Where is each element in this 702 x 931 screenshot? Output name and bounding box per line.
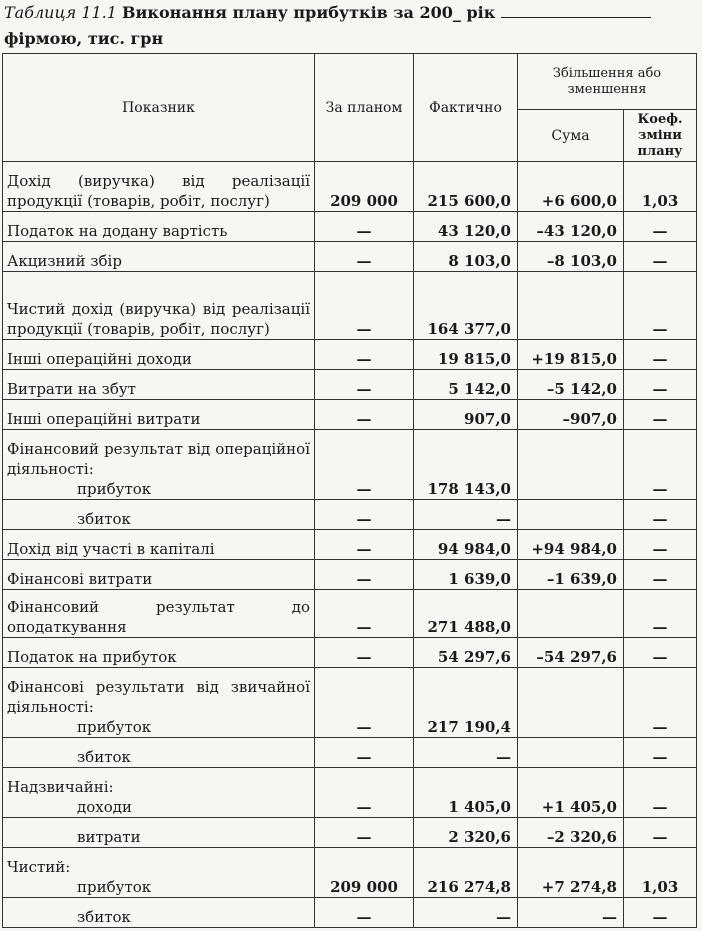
actual-cell: 5 142,0 [414, 370, 518, 400]
actual-cell: 1 639,0 [414, 560, 518, 590]
table-row [3, 530, 697, 560]
actual-cell: 178 143,0 [414, 430, 518, 500]
header-plan: За планом [315, 54, 414, 162]
sum-cell: +7 274,8 [518, 848, 624, 898]
indicator-name: Акцизний збір [7, 252, 122, 270]
indicator-name: Інші операційні витрати [7, 410, 201, 428]
sum-cell: +94 984,0 [518, 530, 624, 560]
caption-label: Таблиця 11.1 [4, 3, 117, 22]
indicator-name: Чистий: [7, 858, 71, 876]
indicator-sub: прибуток [77, 718, 152, 736]
sum-cell: –907,0 [518, 400, 624, 430]
indicator-cell [3, 400, 315, 430]
indicator-name: Чистий дохід (виручка) від реалізації продукції (товарів, робіт, послуг) [7, 300, 310, 338]
table-caption [4, 0, 698, 52]
actual-cell: 43 120,0 [414, 212, 518, 242]
indicator-cell [3, 212, 315, 242]
actual-cell: 907,0 [414, 400, 518, 430]
indicator-cell [3, 768, 315, 818]
plan-cell: 209 000 [315, 162, 414, 212]
caption-blank-line [501, 3, 651, 18]
sum-cell [518, 738, 624, 768]
header-indicator: Показник [3, 54, 315, 162]
indicator-cell [3, 430, 315, 500]
actual-cell: 216 274,8 [414, 848, 518, 898]
table-row [3, 818, 697, 848]
table-row [3, 590, 697, 638]
actual-cell: 8 103,0 [414, 242, 518, 272]
plan-cell: — [315, 898, 414, 928]
plan-cell: — [315, 500, 414, 530]
coef-cell: — [624, 272, 697, 340]
indicator-name: збиток [77, 908, 131, 926]
table-row [3, 162, 697, 212]
indicator-cell [3, 530, 315, 560]
indicator-name: Фінансові витрати [7, 570, 153, 588]
sum-cell: +1 405,0 [518, 768, 624, 818]
actual-cell: 1 405,0 [414, 768, 518, 818]
plan-cell: — [315, 668, 414, 738]
table-row [3, 848, 697, 898]
table-row [3, 668, 697, 738]
caption-title: Виконання плану прибутків за 200_ рік [122, 3, 496, 22]
table-row [3, 272, 697, 340]
indicator-name: витрати [77, 828, 141, 846]
indicator-name: Фінансовий результат до оподаткування [7, 598, 310, 636]
plan-cell: — [315, 242, 414, 272]
coef-cell: — [624, 430, 697, 500]
coef-cell: — [624, 768, 697, 818]
actual-cell: 54 297,6 [414, 638, 518, 668]
coef-cell: — [624, 212, 697, 242]
plan-cell: — [315, 212, 414, 242]
coef-cell: — [624, 370, 697, 400]
caption-line2: фірмою, тис. грн [4, 29, 164, 48]
sum-cell [518, 590, 624, 638]
table-row [3, 370, 697, 400]
indicator-cell [3, 668, 315, 738]
table-row [3, 400, 697, 430]
sum-cell: –1 639,0 [518, 560, 624, 590]
actual-cell: 94 984,0 [414, 530, 518, 560]
sum-cell [518, 430, 624, 500]
sum-cell: –2 320,6 [518, 818, 624, 848]
plan-cell: — [315, 370, 414, 400]
plan-cell: — [315, 340, 414, 370]
indicator-name: збиток [77, 510, 131, 528]
table-row [3, 500, 697, 530]
sum-cell [518, 668, 624, 738]
indicator-cell [3, 560, 315, 590]
plan-cell: 209 000 [315, 848, 414, 898]
indicator-cell [3, 272, 315, 340]
indicator-cell [3, 162, 315, 212]
indicator-sub: прибуток [77, 878, 152, 896]
indicator-cell [3, 500, 315, 530]
coef-cell: — [624, 500, 697, 530]
sum-cell: –5 142,0 [518, 370, 624, 400]
coef-cell: — [624, 340, 697, 370]
plan-cell: — [315, 738, 414, 768]
header-coef: Коеф. зміни плану [624, 110, 697, 162]
sum-cell [518, 500, 624, 530]
coef-cell: — [624, 898, 697, 928]
actual-cell: 164 377,0 [414, 272, 518, 340]
table-row [3, 768, 697, 818]
plan-cell: — [315, 590, 414, 638]
plan-cell: — [315, 400, 414, 430]
sum-cell: –43 120,0 [518, 212, 624, 242]
plan-cell: — [315, 560, 414, 590]
indicator-sub: доходи [77, 798, 132, 816]
coef-cell: — [624, 530, 697, 560]
indicator-name: Податок на прибуток [7, 648, 177, 666]
indicator-cell [3, 738, 315, 768]
indicator-cell [3, 898, 315, 928]
table-row [3, 560, 697, 590]
coef-cell: — [624, 738, 697, 768]
coef-cell: — [624, 400, 697, 430]
header-actual: Фактично [414, 54, 518, 162]
indicator-name: Інші операційні доходи [7, 350, 192, 368]
table-row [3, 898, 697, 928]
table-row [3, 738, 697, 768]
coef-cell: — [624, 242, 697, 272]
coef-cell: — [624, 668, 697, 738]
plan-cell: — [315, 638, 414, 668]
header-change: Збільшення або зменшення [518, 54, 697, 110]
table-row [3, 638, 697, 668]
sum-cell: +19 815,0 [518, 340, 624, 370]
coef-cell: — [624, 818, 697, 848]
table-row [3, 430, 697, 500]
coef-cell: 1,03 [624, 848, 697, 898]
coef-cell: — [624, 560, 697, 590]
actual-cell: 271 488,0 [414, 590, 518, 638]
indicator-cell [3, 370, 315, 400]
sum-cell: –8 103,0 [518, 242, 624, 272]
header-sum: Сума [518, 110, 624, 162]
actual-cell: 19 815,0 [414, 340, 518, 370]
actual-cell: — [414, 738, 518, 768]
table-row [3, 212, 697, 242]
indicator-name: збиток [77, 748, 131, 766]
indicator-name: Дохід від участі в капіталі [7, 540, 215, 558]
sum-cell [518, 272, 624, 340]
indicator-name: Витрати на збут [7, 380, 136, 398]
plan-cell: — [315, 818, 414, 848]
indicator-name: Надзвичайні: [7, 778, 114, 796]
plan-cell: — [315, 768, 414, 818]
indicator-name: Податок на додану вартість [7, 222, 228, 240]
indicator-cell [3, 340, 315, 370]
actual-cell: 2 320,6 [414, 818, 518, 848]
actual-cell: 215 600,0 [414, 162, 518, 212]
indicator-name: Фінансові результати від звичайної діяльності: [7, 678, 310, 716]
sum-cell: –54 297,6 [518, 638, 624, 668]
coef-cell: — [624, 590, 697, 638]
actual-cell: — [414, 500, 518, 530]
indicator-cell [3, 242, 315, 272]
indicator-cell [3, 848, 315, 898]
coef-cell: — [624, 638, 697, 668]
indicator-sub: прибуток [77, 480, 152, 498]
sum-cell: +6 600,0 [518, 162, 624, 212]
indicator-name: Дохід (виручка) від реалізації продукції (товарів, робіт, послуг) [7, 172, 310, 210]
profit-plan-table [2, 53, 697, 928]
indicator-cell [3, 590, 315, 638]
sum-cell: — [518, 898, 624, 928]
actual-cell: — [414, 898, 518, 928]
table-row [3, 340, 697, 370]
coef-cell: 1,03 [624, 162, 697, 212]
table-row [3, 242, 697, 272]
actual-cell: 217 190,4 [414, 668, 518, 738]
plan-cell: — [315, 272, 414, 340]
plan-cell: — [315, 430, 414, 500]
plan-cell: — [315, 530, 414, 560]
indicator-cell [3, 638, 315, 668]
indicator-name: Фінансовий результат від операційної діяльності: [7, 440, 310, 478]
indicator-cell [3, 818, 315, 848]
